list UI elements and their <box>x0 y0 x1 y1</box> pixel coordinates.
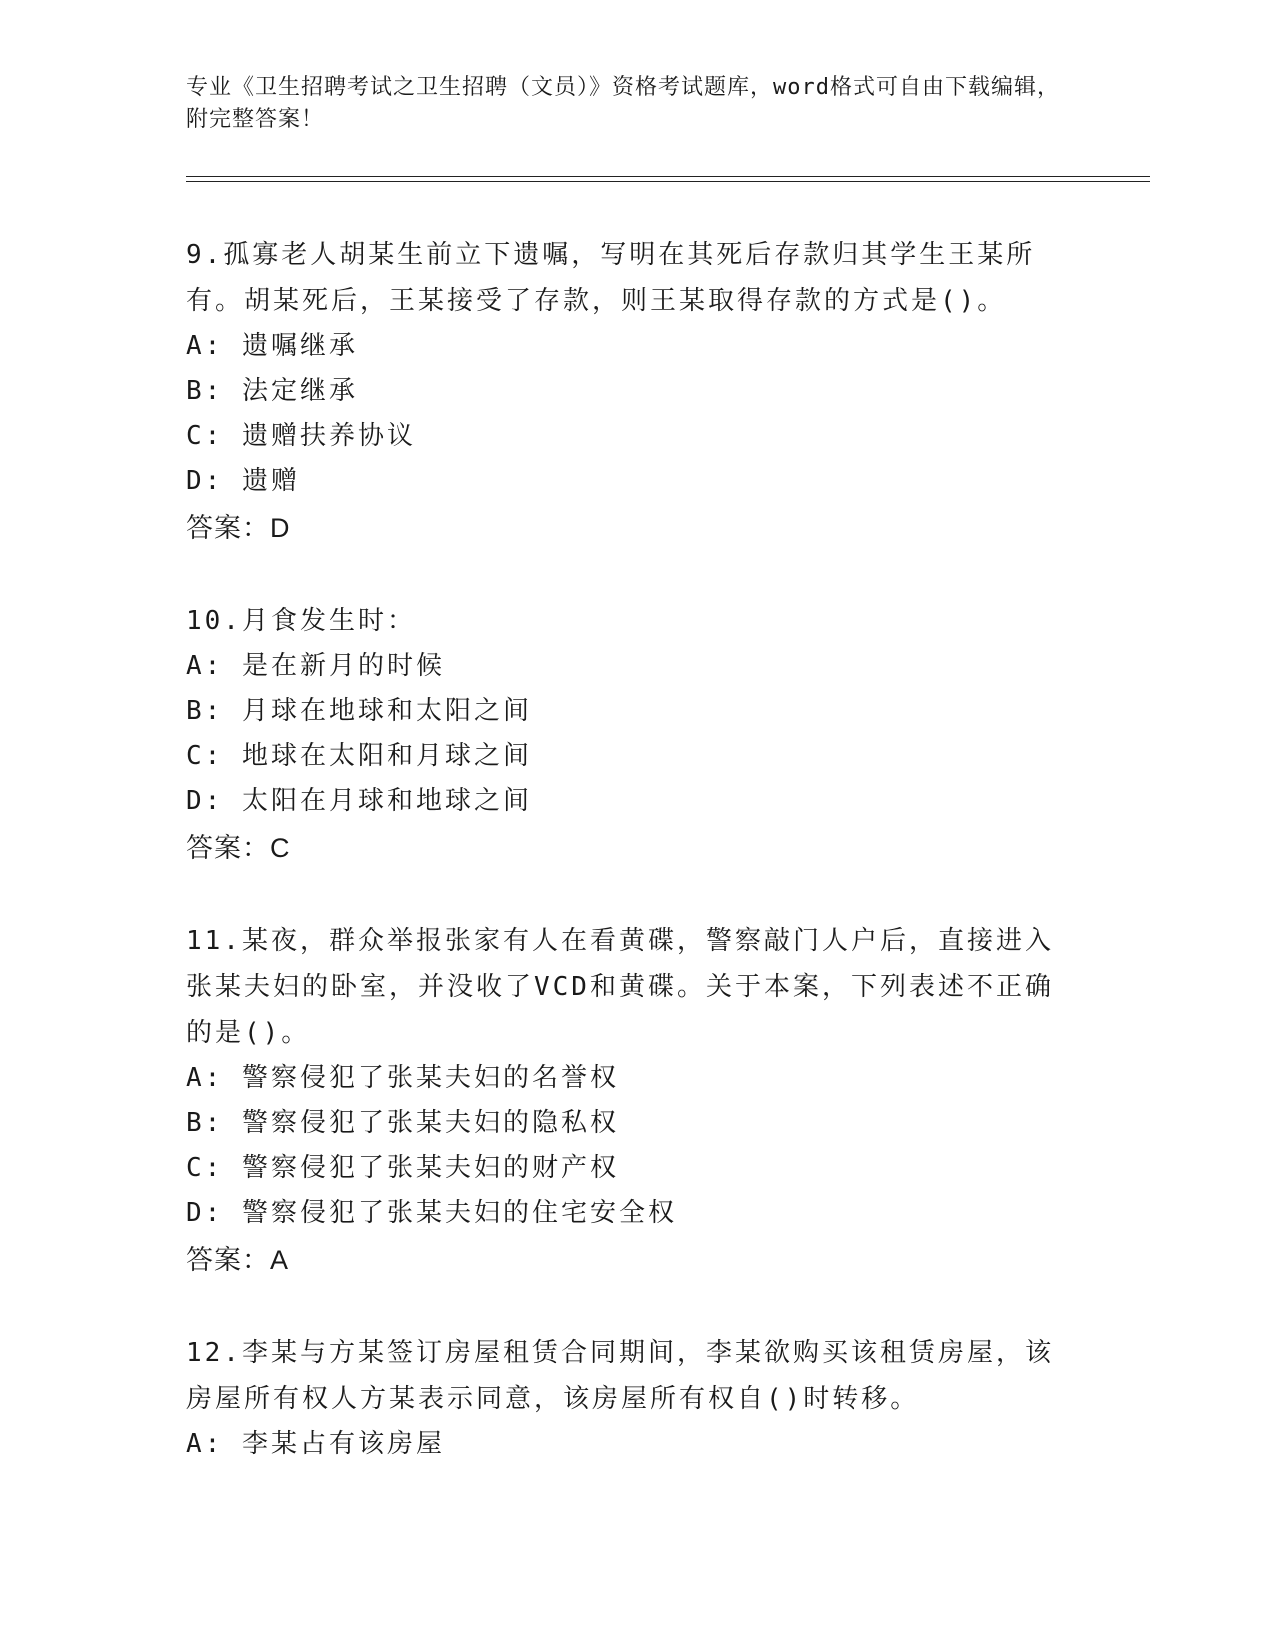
option-a: A: 警察侵犯了张某夫妇的名誉权 <box>186 1063 619 1093</box>
question-stem: 10.月食发生时： <box>186 606 416 636</box>
option-c: C: 遗赠扶养协议 <box>186 421 416 451</box>
question-stem: 12.李某与方某签订房屋租赁合同期间，李某欲购买该租赁房屋，该房屋所有权人方某表示同意，该房屋所有权自()时转移。 <box>186 1338 1054 1414</box>
option-b: B: 警察侵犯了张某夫妇的隐私权 <box>186 1108 619 1138</box>
option-d: D: 太阳在月球和地球之间 <box>186 786 532 816</box>
option-d: D: 警察侵犯了张某夫妇的住宅安全权 <box>186 1198 677 1228</box>
option-a: A: 是在新月的时候 <box>186 651 445 681</box>
option-a: A: 李某占有该房屋 <box>186 1429 445 1459</box>
question-list <box>186 232 1076 1513</box>
question-11 <box>186 918 1076 1284</box>
option-a: A: 遗嘱继承 <box>186 331 358 361</box>
answer-line: 答案：C <box>186 833 291 863</box>
answer-line: 答案：A <box>186 1245 290 1275</box>
header-divider-bottom <box>186 181 1150 182</box>
document-header <box>186 72 1066 136</box>
question-12 <box>186 1330 1076 1467</box>
option-c: C: 警察侵犯了张某夫妇的财产权 <box>186 1153 619 1183</box>
question-stem: 9.孤寡老人胡某生前立下遗嘱，写明在其死后存款归其学生王某所有。胡某死后，王某接受了存款，则王某取得存款的方式是()。 <box>186 240 1036 316</box>
option-b: B: 法定继承 <box>186 376 358 406</box>
option-d: D: 遗赠 <box>186 466 300 496</box>
question-stem: 11.某夜，群众举报张家有人在看黄碟，警察敲门人户后，直接进入张某夫妇的卧室，并没收了VCD和黄碟。关于本案，下列表述不正确的是()。 <box>186 926 1054 1048</box>
option-b: B: 月球在地球和太阳之间 <box>186 696 532 726</box>
question-10 <box>186 598 1076 872</box>
answer-line: 答案：D <box>186 513 291 543</box>
header-text: 专业《卫生招聘考试之卫生招聘（文员）》资格考试题库，word格式可自由下载编辑，附完整答案！ <box>186 75 1060 132</box>
option-c: C: 地球在太阳和月球之间 <box>186 741 532 771</box>
question-9 <box>186 232 1076 552</box>
header-divider-top <box>186 176 1150 177</box>
